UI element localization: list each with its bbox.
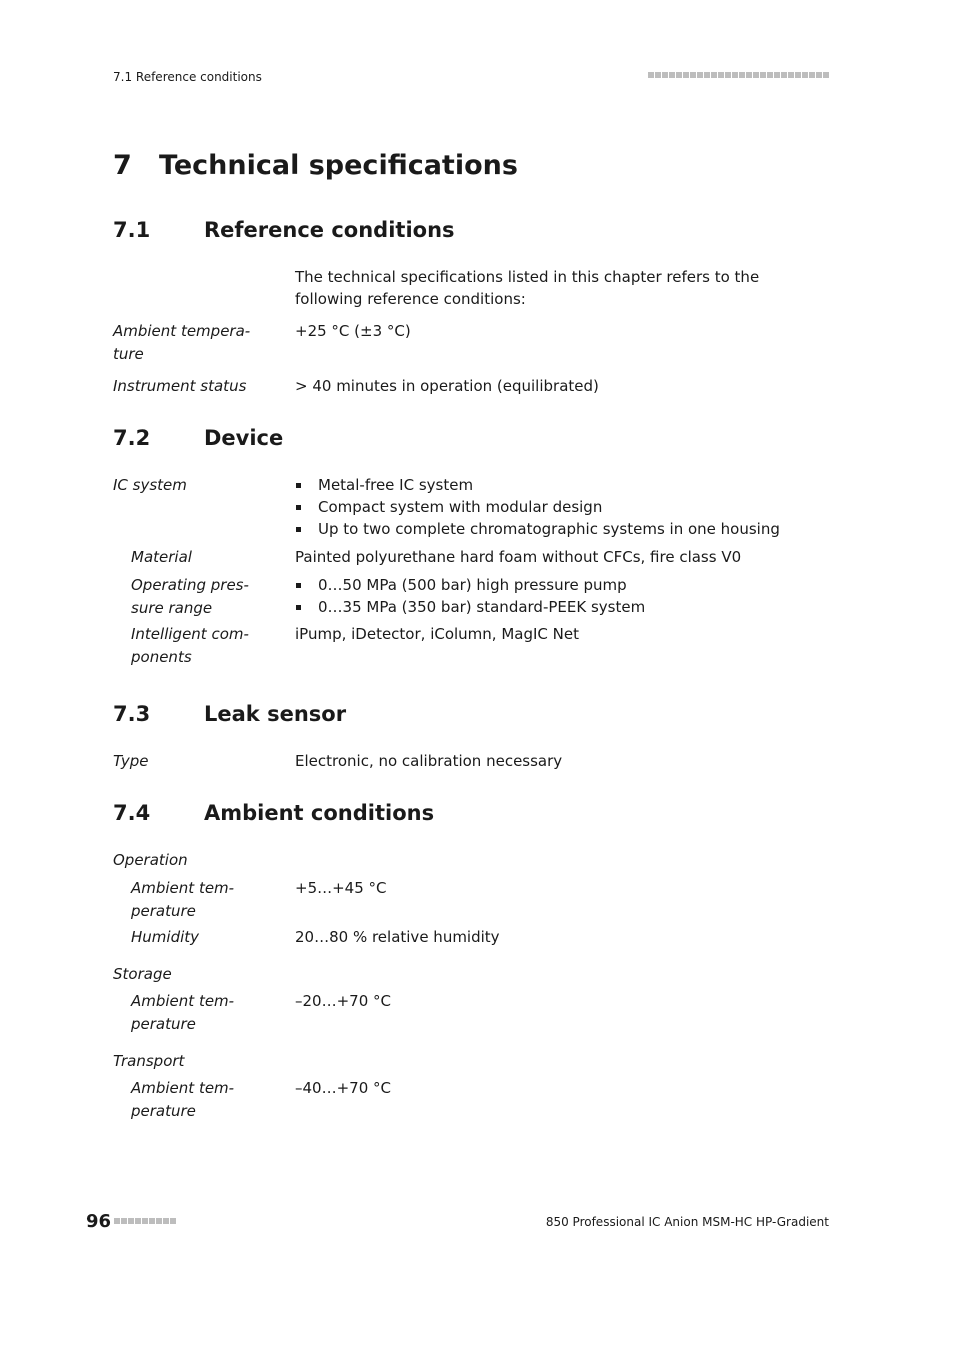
section-title: Reference conditions xyxy=(204,218,455,242)
operation-humidity-label: Humidity xyxy=(131,928,200,946)
transport-ambient-value: –40…+70 °C xyxy=(295,1079,391,1097)
chapter-number: 7 xyxy=(113,150,132,181)
chapter-title-text: Technical specifications xyxy=(159,150,518,181)
operation-humidity-value: 20…80 % relative humidity xyxy=(295,928,500,946)
section-heading-7-2 xyxy=(113,426,283,450)
storage-ambient-value: –20…+70 °C xyxy=(295,992,391,1010)
transport-label: Transport xyxy=(113,1052,185,1070)
section-heading-7-4 xyxy=(113,801,434,825)
footer-product-name: 850 Professional IC Anion MSM-HC HP-Gradient xyxy=(545,1215,829,1229)
section-title: Ambient conditions xyxy=(204,801,435,825)
pressure-range-list xyxy=(295,574,645,618)
operation-label: Operation xyxy=(113,851,188,869)
section-number: 7.2 xyxy=(113,426,151,450)
operation-ambient-value: +5…+45 °C xyxy=(295,879,387,897)
ic-system-label: IC system xyxy=(113,476,187,494)
header-dot-bar xyxy=(648,72,829,78)
list-item: Up to two complete chromatographic systems in one housing xyxy=(295,518,780,540)
chapter-title xyxy=(113,150,518,181)
section-heading-7-3 xyxy=(113,702,346,726)
ambient-temperature-value: +25 °C (±3 °C) xyxy=(295,322,411,340)
intelligent-components-value: iPump, iDetector, iColumn, MagIC Net xyxy=(295,625,579,643)
section-title: Device xyxy=(204,426,284,450)
ic-system-list xyxy=(295,474,780,540)
type-value: Electronic, no calibration necessary xyxy=(295,752,563,770)
material-label: Material xyxy=(131,548,192,566)
section-number: 7.4 xyxy=(113,801,151,825)
section-number: 7.3 xyxy=(113,702,151,726)
operation-ambient-label: Ambient tem-perature xyxy=(131,879,235,920)
section-heading-7-1 xyxy=(113,218,455,242)
list-item: Compact system with modular design xyxy=(295,496,780,518)
section-number: 7.1 xyxy=(113,218,151,242)
instrument-status-value: > 40 minutes in operation (equilibrated) xyxy=(295,377,599,395)
type-label: Type xyxy=(113,752,149,770)
intelligent-components-label: Intelligent com-ponents xyxy=(131,625,249,666)
storage-ambient-label: Ambient tem-perature xyxy=(131,992,235,1033)
list-item: Metal-free IC system xyxy=(295,474,780,496)
instrument-status-label: Instrument status xyxy=(113,377,247,395)
material-value: Painted polyurethane hard foam without CFCs, fire class V0 xyxy=(295,548,742,566)
reference-intro: The technical specifications listed in this chapter refers to the following reference conditions: xyxy=(295,268,760,308)
list-item: 0…50 MPa (500 bar) high pressure pump xyxy=(295,574,645,596)
running-header: 7.1 Reference conditions xyxy=(113,70,262,84)
page-number: 96 xyxy=(86,1211,112,1232)
list-item: 0…35 MPa (350 bar) standard-PEEK system xyxy=(295,596,645,618)
storage-label: Storage xyxy=(113,965,172,983)
pressure-range-label: Operating pres-sure range xyxy=(131,576,249,617)
ambient-temperature-label: Ambient tempera-ture xyxy=(113,322,251,363)
footer-dot-bar xyxy=(114,1218,176,1224)
section-title: Leak sensor xyxy=(204,702,347,726)
transport-ambient-label: Ambient tem-perature xyxy=(131,1079,235,1120)
